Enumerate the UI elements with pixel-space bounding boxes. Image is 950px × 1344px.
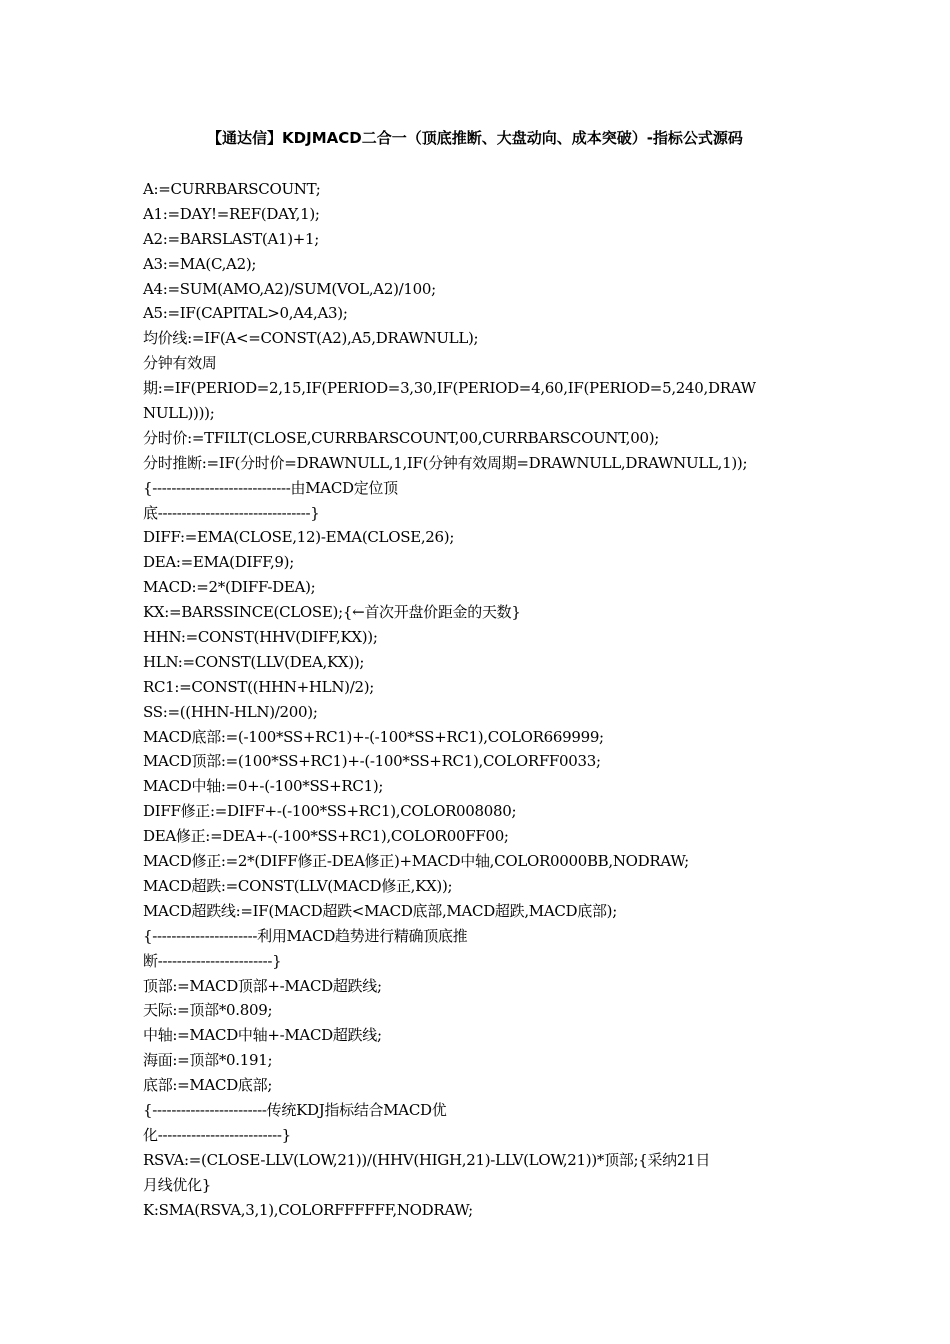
code-line: MACD中轴:=0+-(-100*SS+RC1); — [143, 777, 384, 796]
code-line: {-----------------------------由MACD定位顶 — [143, 478, 398, 497]
code-line: SS:=((HHN-HLN)/200); — [143, 702, 318, 721]
formula-source-code — [143, 177, 813, 1222]
code-line: NULL)))); — [143, 404, 215, 423]
code-line: MACD修正:=2*(DIFF修正-DEA修正)+MACD中轴,COLOR0000BB,NODRAW; — [143, 852, 689, 871]
code-line: DIFF:=EMA(CLOSE,12)-EMA(CLOSE,26); — [143, 528, 455, 547]
code-line: A1:=DAY!=REF(DAY,1); — [143, 204, 320, 223]
code-line: 分钟有效周 — [143, 354, 217, 373]
code-line: DEA修正:=DEA+-(-100*SS+RC1),COLOR00FF00; — [143, 827, 509, 846]
document-title: 【通达信】KDJMACD二合一（顶底推断、大盘动向、成本突破）-指标公式源码 — [207, 129, 743, 147]
code-line: RSVA:=(CLOSE-LLV(LOW,21))/(HHV(HIGH,21)-LLV(LOW,21))*顶部;{采纳21日 — [143, 1150, 711, 1169]
code-line: 月线优化} — [143, 1175, 212, 1194]
code-line: KX:=BARSSINCE(CLOSE);{←首次开盘价距金的天数} — [143, 603, 521, 622]
code-line: MACD超跌线:=IF(MACD超跌<MACD底部,MACD超跌,MACD底部); — [143, 901, 617, 920]
code-line: 天际:=顶部*0.809; — [143, 1001, 273, 1020]
code-line: A2:=BARSLAST(A1)+1; — [143, 229, 320, 248]
code-line: A:=CURRBARSCOUNT; — [143, 180, 321, 198]
code-line: {----------------------利用MACD趋势进行精确顶底推 — [143, 926, 468, 945]
code-line: 分时价:=TFILT(CLOSE,CURRBARSCOUNT,00,CURRBARSCOUNT,00); — [143, 428, 660, 447]
code-line: A4:=SUM(AMO,A2)/SUM(VOL,A2)/100; — [143, 279, 436, 298]
code-line: HHN:=CONST(HHV(DIFF,KX)); — [143, 628, 378, 647]
code-line: DEA:=EMA(DIFF,9); — [143, 553, 294, 572]
code-line: 断------------------------} — [143, 951, 282, 970]
code-line: 期:=IF(PERIOD=2,15,IF(PERIOD=3,30,IF(PERIOD=4,60,IF(PERIOD=5,240,DRAW — [143, 379, 756, 398]
code-line: 底部:=MACD底部; — [143, 1076, 273, 1095]
code-line: MACD超跌:=CONST(LLV(MACD修正,KX)); — [143, 876, 453, 895]
code-line: 顶部:=MACD顶部+-MACD超跌线; — [143, 976, 382, 995]
code-line: {------------------------传统KDJ指标结合MACD优 — [143, 1100, 447, 1119]
code-line: 化--------------------------} — [143, 1125, 291, 1144]
code-line: MACD顶部:=(100*SS+RC1)+-(-100*SS+RC1),COLORFF0033; — [143, 752, 601, 771]
code-line: A5:=IF(CAPITAL>0,A4,A3); — [143, 304, 348, 323]
code-line: MACD底部:=(-100*SS+RC1)+-(-100*SS+RC1),COLOR669999; — [143, 727, 604, 746]
code-line: 分时推断:=IF(分时价=DRAWNULL,1,IF(分钟有效周期=DRAWNULL,DRAWNULL,1)); — [143, 453, 748, 472]
code-line: RC1:=CONST((HHN+HLN)/2); — [143, 677, 374, 696]
code-line: MACD:=2*(DIFF-DEA); — [143, 578, 316, 597]
code-line: 中轴:=MACD中轴+-MACD超跌线; — [143, 1026, 382, 1045]
code-line: 均价线:=IF(A<=CONST(A2),A5,DRAWNULL); — [143, 329, 479, 348]
code-line: HLN:=CONST(LLV(DEA,KX)); — [143, 652, 365, 671]
code-line: A3:=MA(C,A2); — [143, 254, 257, 273]
code-line: DIFF修正:=DIFF+-(-100*SS+RC1),COLOR008080; — [143, 802, 517, 821]
code-line: K:SMA(RSVA,3,1),COLORFFFFFF,NODRAW; — [143, 1200, 473, 1219]
code-line: 底--------------------------------} — [143, 503, 320, 522]
code-line: 海面:=顶部*0.191; — [143, 1051, 273, 1070]
